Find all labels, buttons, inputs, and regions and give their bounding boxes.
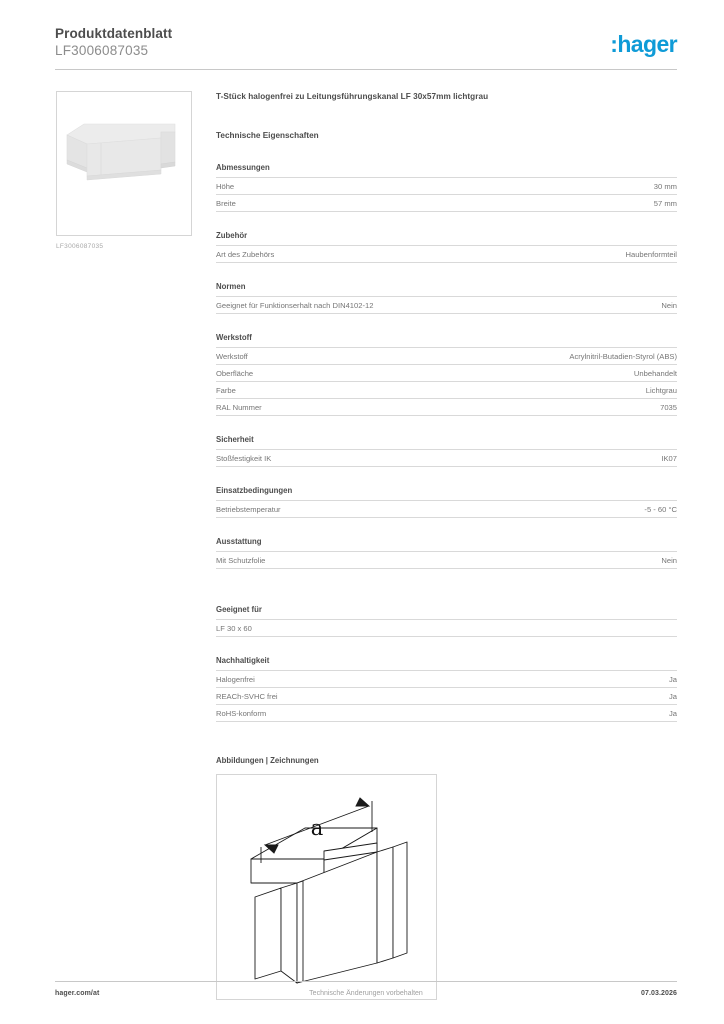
product-image-caption: LF3006087035: [56, 243, 104, 250]
spec-group-heading: Werkstoff: [216, 333, 252, 342]
spec-row: [216, 194, 677, 212]
drawings-title: Abbildungen | Zeichnungen: [216, 756, 319, 765]
product-photo-icon: [57, 92, 191, 235]
spec-row: [216, 398, 677, 416]
spec-group-heading: Ausstattung: [216, 537, 262, 546]
spec-value: Nein: [661, 300, 677, 310]
spec-label: Höhe: [216, 181, 235, 191]
spec-row: [216, 296, 677, 314]
spec-group: [216, 656, 677, 722]
spec-label: Geeignet für Funktionserhalt nach DIN4102-12: [216, 300, 374, 310]
spec-row: [216, 500, 677, 518]
spec-group-heading: Abmessungen: [216, 163, 270, 172]
spec-label: LF 30 x 60: [216, 623, 252, 633]
spec-row: [216, 704, 677, 722]
spec-label: Werkstoff: [216, 351, 248, 361]
dimension-label-a: a: [310, 816, 324, 840]
page-title: Produktdatenblatt: [55, 26, 173, 41]
product-reference: LF3006087035: [55, 43, 149, 58]
spec-label: Betriebstemperatur: [216, 504, 281, 514]
hager-logo: :hager: [610, 31, 677, 57]
spec-row: [216, 177, 677, 194]
header-divider: [55, 69, 677, 70]
spec-value: Ja: [668, 674, 677, 684]
spec-row: [216, 619, 677, 637]
technical-drawing-frame: [216, 774, 437, 1000]
spec-group-heading: Sicherheit: [216, 435, 254, 444]
spec-group-heading: Normen: [216, 282, 246, 291]
spec-value: Ja: [668, 691, 677, 701]
spec-label: Farbe: [216, 385, 236, 395]
spec-label: RoHS-konform: [216, 708, 267, 718]
main-content: [216, 91, 677, 1000]
spec-value: 7035: [660, 402, 677, 412]
footer-disclaimer: Technische Änderungen vorbehalten: [309, 990, 423, 997]
spec-label: Breite: [216, 198, 236, 208]
spec-value: Nein: [661, 555, 677, 565]
footer-website[interactable]: hager.com/at: [55, 990, 100, 997]
spec-label: REACh-SVHC frei: [216, 691, 278, 701]
spec-value: -5 - 60 °C: [644, 504, 677, 514]
header-titles: [55, 26, 172, 59]
spec-row: [216, 449, 677, 467]
product-name: T-Stück halogenfrei zu Leitungsführungskanal LF 30x57mm lichtgrau: [216, 92, 489, 101]
spec-value: Unbehandelt: [633, 368, 677, 378]
spec-value: 30 mm: [653, 181, 677, 191]
spec-label: Oberfläche: [216, 368, 254, 378]
spec-group: [216, 231, 677, 263]
spec-group: [216, 435, 677, 467]
spec-row: [216, 551, 677, 569]
spec-group-heading: Nachhaltigkeit: [216, 656, 270, 665]
spec-groups: [216, 163, 677, 722]
spec-value: Ja: [668, 708, 677, 718]
footer-date: 07.03.2026: [640, 990, 677, 997]
spec-row: [216, 670, 677, 687]
spec-value: Haubenformteil: [625, 249, 677, 259]
spec-label: RAL Nummer: [216, 402, 262, 412]
spec-row: [216, 687, 677, 704]
spec-value: Lichtgrau: [645, 385, 677, 395]
spec-label: Mit Schutzfolie: [216, 555, 266, 565]
spec-label: Halogenfrei: [216, 674, 255, 684]
spec-group: [216, 282, 677, 314]
spec-row: [216, 245, 677, 263]
technical-properties-title: Technische Eigenschaften: [216, 131, 319, 140]
spec-row: [216, 381, 677, 398]
spec-value: Acrylnitril-Butadien-Styrol (ABS): [569, 351, 677, 361]
spec-label: Art des Zubehörs: [216, 249, 275, 259]
spec-value: 57 mm: [653, 198, 677, 208]
spec-row: [216, 347, 677, 364]
page-header: [55, 26, 677, 72]
spec-row: [216, 364, 677, 381]
spec-group: [216, 333, 677, 416]
footer-divider: [55, 981, 677, 982]
spec-group: [216, 486, 677, 518]
spec-group-heading: Zubehör: [216, 231, 248, 240]
drawings-section: [216, 756, 677, 1000]
technical-drawing-icon: [217, 775, 436, 999]
product-image-block: [56, 91, 192, 250]
spec-group-heading: Geeignet für: [216, 605, 262, 614]
spec-group: [216, 605, 677, 637]
page-footer: [55, 990, 677, 1004]
spec-group-heading: Einsatzbedingungen: [216, 486, 293, 495]
spec-value: IK07: [661, 453, 677, 463]
spec-group: [216, 537, 677, 569]
spec-label: Stoßfestigkeit IK: [216, 453, 272, 463]
product-image-frame: [56, 91, 192, 236]
spec-group: [216, 163, 677, 212]
